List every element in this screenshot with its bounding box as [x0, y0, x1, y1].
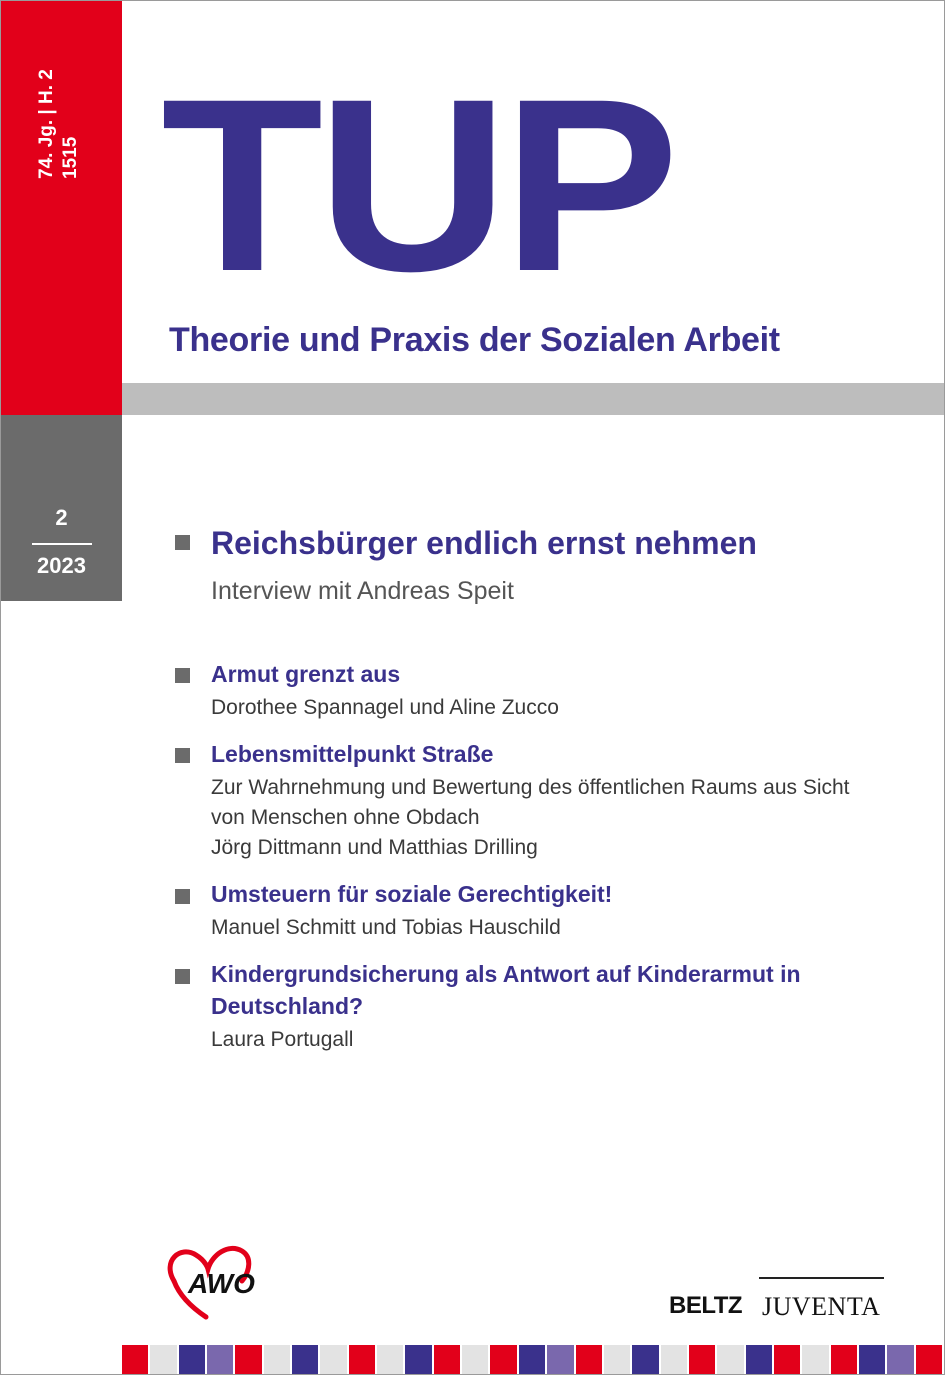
publisher-beltz: BELTZ [669, 1292, 743, 1319]
bullet-square-icon [175, 969, 190, 984]
footer-block [519, 1345, 545, 1374]
issn-number: 1515 [60, 136, 81, 179]
article-authors: Jörg Dittmann und Matthias Drilling [211, 836, 538, 859]
footer-block [689, 1345, 715, 1374]
awo-heart-logo [166, 1241, 276, 1321]
article-title-continued: Deutschland? [211, 993, 364, 1019]
footer-block [916, 1345, 942, 1374]
footer-block [264, 1345, 290, 1374]
footer-block [377, 1345, 403, 1374]
footer-block [661, 1345, 687, 1374]
footer-block [462, 1345, 488, 1374]
journal-subtitle: Theorie und Praxis der Sozialen Arbeit [169, 321, 780, 359]
bullet-square-icon [175, 535, 190, 550]
footer-block [122, 1345, 148, 1374]
article-subline: Zur Wahrnehmung und Bewertung des öffentlichen Raums aus Sicht [211, 776, 850, 799]
footer-block [349, 1345, 375, 1374]
footer-color-blocks [122, 1345, 944, 1374]
article-title: Armut grenzt aus [211, 661, 401, 687]
issue-year: 2023 [37, 553, 86, 578]
footer-block [604, 1345, 630, 1374]
footer-block [887, 1345, 913, 1374]
issue-number: 2 [55, 505, 68, 530]
footer-block [717, 1345, 743, 1374]
footer-block [490, 1345, 516, 1374]
bullet-square-icon [175, 748, 190, 763]
publisher-rule [759, 1277, 884, 1279]
bullet-square-icon [175, 889, 190, 904]
footer-block [746, 1345, 772, 1374]
article-subline: Interview mit Andreas Speit [211, 577, 514, 605]
footer-block [802, 1345, 828, 1374]
article-title: Kindergrundsicherung als Antwort auf Kinderarmut in [211, 961, 801, 987]
footer-block [235, 1345, 261, 1374]
bullet-square-icon [175, 668, 190, 683]
article-authors: Manuel Schmitt und Tobias Hauschild [211, 916, 561, 939]
footer-block [207, 1345, 233, 1374]
journal-title: TUP [161, 48, 673, 323]
footer-block [405, 1345, 431, 1374]
volume-line: 74. Jg. | H. 2 [36, 69, 57, 179]
issue-divider [32, 543, 92, 545]
footer-block [547, 1345, 573, 1374]
article-authors: Dorothee Spannagel und Aline Zucco [211, 696, 559, 719]
footer-block [292, 1345, 318, 1374]
footer-block [150, 1345, 176, 1374]
footer-block [434, 1345, 460, 1374]
footer-block [320, 1345, 346, 1374]
footer-block [179, 1345, 205, 1374]
article-title: Reichsbürger endlich ernst nehmen [211, 525, 757, 561]
awo-logo-text: AWO [188, 1268, 255, 1299]
article-title: Umsteuern für soziale Gerechtigkeit! [211, 881, 613, 907]
article-title: Lebensmittelpunkt Straße [211, 741, 494, 767]
footer-block [859, 1345, 885, 1374]
footer-block [831, 1345, 857, 1374]
article-subline: von Menschen ohne Obdach [211, 806, 480, 829]
footer-block [774, 1345, 800, 1374]
publisher-juventa: JUVENTA [762, 1292, 881, 1321]
header-divider-stripe [122, 383, 944, 415]
footer-block [632, 1345, 658, 1374]
footer-block [576, 1345, 602, 1374]
volume-info [35, 0, 83, 179]
article-authors: Laura Portugall [211, 1028, 354, 1051]
